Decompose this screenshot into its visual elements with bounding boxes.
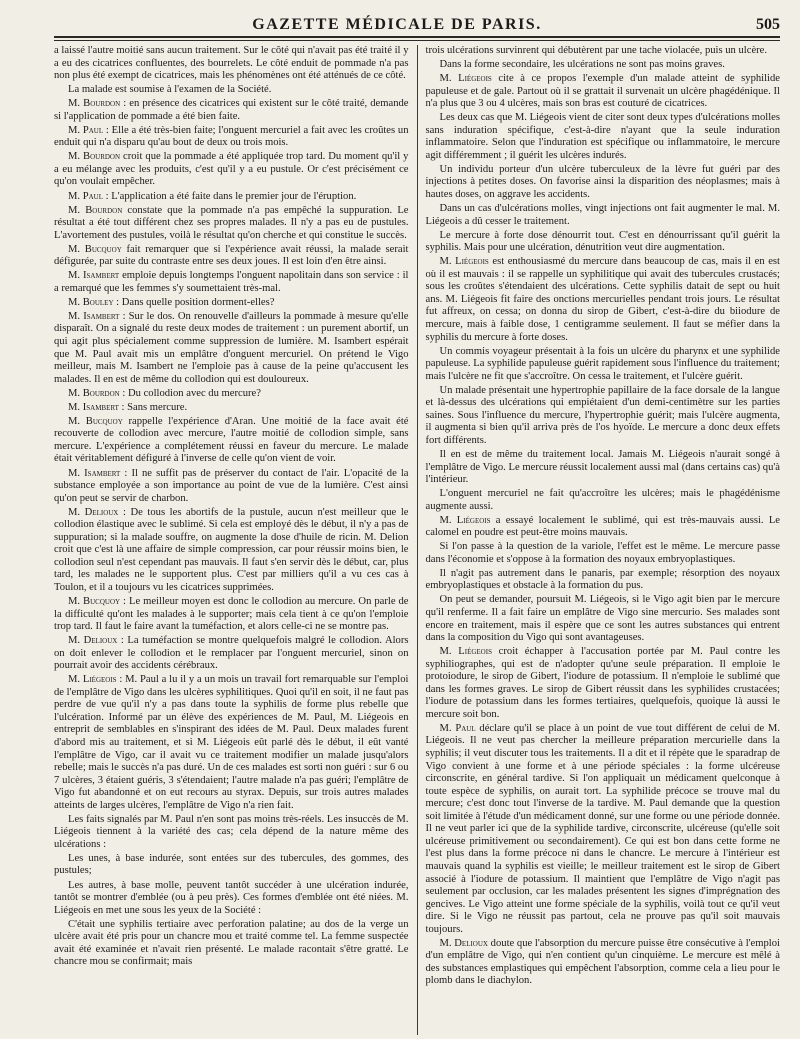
paragraph-text: trois ulcérations survinrent qui débutèrent par une tache violacée, puis un ulcère. — [425, 45, 768, 56]
paragraph-text: Les faits signalés par M. Paul n'en sont pas moins très-réels. Les insuccès de M. Liégeois tiennent à la variété des cas; cela dépend de la nature même des ulcérations : — [54, 813, 409, 850]
paragraph-text: Il en est de même du traitement local. Jamais M. Liégeois n'aurait songé à l'emplâtre de Vigo. Le mercure réussit localement aussi mal (dans certains cas) qu'à l'intérieur. — [425, 448, 780, 486]
paragraph — [54, 880, 409, 918]
paragraph-text: Dans un cas d'ulcérations molles, vingt injections ont fait augmenter le mal. M. Liégeois a dû cesser le traitement. — [425, 203, 780, 227]
paragraph-text: : Le meilleur moyen est donc le collodion au mercure. On parle de la difficulté qu'ont les malades à le supporter; mais cela tient à ce qu'on l'emploie trop tard. Il faut le faire avant la tuméfaction, et alors celle-ci ne se montre pas. — [54, 595, 409, 633]
speaker-name: M. Bucquoy — [68, 595, 121, 607]
speaker-name: M. Paul — [68, 190, 103, 202]
paragraph-text: a essayé localement le sublimé, qui est très-mauvais aussi. Le calomel en poudre est peut-être moins mauvais. — [425, 514, 780, 539]
speaker-name: M. Bourdon — [68, 387, 120, 399]
paragraph — [54, 507, 409, 595]
paragraph-text: fait remarquer que si l'expérience avait réussi, la malade serait défigurée, par suite du contraste entre ses deux joues. Il est loin d'en être ainsi. — [54, 243, 409, 268]
paragraph-text: a laissé l'autre moitié sans aucun traitement. Sur le côté qui n'avait pas été traité il y a eu des cicatrices confluentes, des bourrelets. Le côté enduit de pommade n'a pas non plus été exempt de cicatrices, mais les phénomènes ont été atténués de ce côté. — [54, 45, 409, 82]
paragraph — [426, 59, 781, 72]
paragraph — [54, 45, 409, 83]
speaker-name: M. Bouley — [68, 296, 114, 308]
paragraph-text: Un commis voyageur présentait à la fois un ulcère du pharynx et une syphilide papuleuse. La syphilide papuleuse guérit rapidement sous l'influence du traitement; mais l'ulcère ne fit que s'accroître. On cessa le traitement, et l'ulcère guérit. — [425, 345, 780, 382]
paragraph — [54, 416, 409, 466]
paragraph-text: Un individu porteur d'un ulcère tuberculeux de la lèvre fut guéri par des injections à petites doses. On favorise ainsi la disparition des néoplasmes; mais à hautes doses, on aggrave les accidents. — [425, 163, 780, 201]
paragraph-text: : Du collodion avec du mercure? — [122, 387, 261, 399]
speaker-name: M. Liégeois — [68, 674, 117, 686]
speaker-name: M. Isambert — [68, 270, 120, 282]
paragraph-text: Le mercure à forte dose dénourrit tout. C'est en dénourrissant qu'il guérit la syphilis. Mais pour une ulcération, dénutrition veut dire augmentation. — [425, 229, 780, 254]
paragraph-text: Les deux cas que M. Liégeois vient de citer sont deux types d'ulcérations molles sans induration spécifique, c'est-à-dire n'ayant que la seule induration inflammatoire. Selon que l'induration est spécifique ou inflammatoire, le mercure agit différemment ; il guérit les ulcères indurés. — [425, 112, 780, 161]
paragraph — [54, 311, 409, 386]
paragraph — [426, 594, 781, 644]
speaker-name: M. Bourdon — [68, 151, 121, 163]
paragraph — [54, 814, 409, 852]
paragraph-text: C'était une syphilis tertiaire avec perforation palatine; au dos de la verge un ulcère avait été pris pour un chancre mou et traité comme tel. La femme suspectée avait été examinée et n'avait rien présenté. Le malade racontait s'être gratté. Le chancre mou se confirmait; mais — [54, 918, 409, 968]
speaker-name: M. Paul — [439, 722, 476, 734]
paragraph-text: : Sur le dos. On renouvelle d'ailleurs la pommade à mesure qu'elle disparaît. On a signalé du reste deux modes de traitement : un purement abortif, un qui agit plus spécialement comme suppression de lumière. M. Isambert espérait que M. Paul avait mis un emplâtre d'onguent mercuriel. On prétend le Vigo meilleur, mais M. Isambert ne l'emploie pas à cause de la peine qu'accusent les malades. Il en est de même du collodion qui est douloureux. — [54, 310, 409, 385]
speaker-name: M. Isambert — [68, 310, 120, 322]
paragraph-text: Les unes, à base indurée, sont entées sur des tubercules, des gommes, des pustules; — [54, 852, 409, 877]
paragraph — [54, 596, 409, 634]
paragraph — [426, 203, 781, 228]
paragraph — [426, 385, 781, 448]
paragraph — [54, 191, 409, 204]
paragraph — [426, 723, 781, 936]
paragraph-text: : en présence des cicatrices qui existent sur le côté traité, demande si l'application de pommade a été bien faite. — [54, 98, 409, 122]
paragraph — [54, 151, 409, 189]
paragraph — [54, 98, 409, 123]
speaker-name: M. Liégeois — [439, 256, 489, 268]
paragraph — [426, 164, 781, 202]
paragraph — [426, 541, 781, 566]
paragraph — [426, 449, 781, 487]
paragraph — [426, 73, 781, 111]
paragraph-text: déclare qu'il se place à un point de vue tout différent de celui de M. Liégeois. Il ne veut pas chercher la meilleure préparation mercurielle dans la syphilis; il veut discuter tous les traitements. Il a dit et il répète que le sparadrap de Vigo convient à une forme et à une période spéciales : la forme ulcéreuse circonscrite, en général tardive. Si l'on appliquait un médicament quelconque à toute espèce de syphilis, on aurait tort. La syphilide précoce se trouve mal du mercure; c'est donc tout l'inverse de la tardive. M. Paul demande que la question soit limitée à l'étude d'un médicament donné, sur une forme ou une période donnée. Il ne veut parler ici que de la syphilide tardive, circonscrite, ulcéreuse (qu'elle soit ulcéreuse primitivement ou secondairement). Ce qui est bon dans cette forme ne l'est plus dans la forme précoce ni dans le chancre. Le mercure à l'intérieur est mauvais quand la syphilis est vieille; le meilleur traitement est le sirop de Gibert associé à l'iodure de potassium. Il maintient que l'emplâtre de Vigo n'agit pas seulement par occlusion, car les malades présentent les signes d'imprégnation des gencives. Le Vigo atteint une forme spéciale de la syphilis, voilà tout ce qu'il veut dire. Si le Vigo ne réussit pas partout, cela ne prouve pas qu'il soit mauvais toujours. — [425, 722, 780, 935]
page-number: 505 — [756, 16, 780, 33]
paragraph-text: : Sans mercure. — [121, 401, 188, 413]
paragraph — [426, 488, 781, 513]
paragraph — [426, 568, 781, 593]
paragraph-text: Dans la forme secondaire, les ulcérations ne sont pas moins graves. — [439, 59, 725, 71]
paragraph-text: L'onguent mercuriel ne fait qu'accroître les ulcères; mais le phagédénisme augmente aussi. — [425, 488, 780, 512]
paragraph — [54, 297, 409, 310]
paragraph — [426, 515, 781, 540]
speaker-name: M. Isambert — [68, 401, 119, 413]
right-column — [417, 45, 781, 1035]
paragraph-text: emploie depuis longtemps l'onguent napolitain dans son service : il a remarqué que les femmes s'y soumettaient très-mal. — [54, 270, 409, 294]
paragraph-text: : Il ne suffit pas de préserver du contact de l'air. L'opacité de la substance employée a son importance au point de vue de la lumière. C'est ainsi qu'on peut se servir de charbon. — [54, 467, 409, 504]
page-header — [54, 14, 780, 38]
left-column — [54, 45, 417, 1035]
paragraph-text: : L'application a été faite dans le premier jour de l'éruption. — [105, 190, 357, 202]
paragraph-text: croit que la pommade a été appliquée trop tard. Du moment qu'il y a eu mélange avec les produits, c'est qu'il y a eu pustule. Or c'est précisément ce qu'on voulait empêcher. — [54, 151, 409, 188]
paragraph — [426, 256, 781, 344]
speaker-name: M. Bourdon — [68, 98, 121, 110]
speaker-name: M. Liégeois — [439, 514, 491, 526]
paragraph-text: doute que l'absorption du mercure puisse être consécutive à l'emploi d'un emplâtre de Vigo, qui n'en contient qu'un cinquième. Le mercure est mêlé à des substances emplastiques qui empêchent l'absorption, comme cela a lieu pour le plomb dans le diachylon. — [425, 937, 780, 987]
paragraph-text: On peut se demander, poursuit M. Liégeois, si le Vigo agit bien par le mercure qu'il renferme. Il a fait faire un emplâtre de Vigo sine mercurio. Ses malades sont encore en traitement, mais il espère que ce sont les autres substances qui entrent dans la composition du Vigo qui sont avantageuses. — [425, 594, 780, 644]
paragraph — [54, 205, 409, 243]
paragraph-text: Si l'on passe à la question de la variole, l'effet est le même. Le mercure passe dans l'économie et s'oppose à la formation des noyaux embryoplastiques. — [425, 541, 780, 565]
speaker-name: M. Delioux — [439, 937, 488, 949]
paragraph — [426, 112, 781, 162]
paragraph — [426, 45, 781, 58]
paragraph-text: : M. Paul a lu il y a un mois un travail fort remarquable sur l'emploi de l'emplâtre de Vigo dans les ulcères syphilitiques. Quoi qu'il en soit, il ne faut pas perdre de vue qu'il n'y a pas dans toute la syphilis de forme plus rebelle que l'ulcération. Informé par un élève des expériences de M. Paul, M. Liégeois en entreprit de semblables en s'inspirant des idées de M. Paul. Deux malades furent d'abord mis au traitement, et si M. Liégeois eût parlé dès le début, il eût vanté l'emplâtre de Vigo, car il avait vu ce traitement modifier un malade jusqu'alors rebelle; mais le succès n'a pas duré. Un de ces malades est sorti non guéri : sur 6 ou 7 ulcères, 3 étaient guéris, 3 s'étendaient; l'autre malade n'a pas guéri; l'emplâtre de Vigo fut abandonné et on eut recours au styrax. Depuis, sur trois autres malades atteints de larges ulcères, l'emplâtre de Vigo n'a rien fait. — [54, 674, 409, 811]
paragraph — [54, 674, 409, 812]
paragraph — [54, 388, 409, 401]
speaker-name: M. Bucquoy — [68, 415, 123, 427]
speaker-name: M. Paul — [68, 124, 104, 136]
paragraph — [426, 346, 781, 384]
paragraph-text: : Elle a été très-bien faite; l'onguent mercuriel a fait avec les croûtes un enduit qui n'a disparu qu'au bout de deux ou trois mois. — [54, 124, 409, 149]
paragraph-text: cite à ce propos l'exemple d'un malade atteint de syphilide papuleuse et de gale. Partout où il se grattait il survenait un ulcère phagédénique. Il n'a plus que 3 ou 4 ulcères, mais son bras est couturé de cicatrices. — [425, 73, 780, 110]
paragraph — [54, 84, 409, 97]
header-rule — [54, 40, 780, 41]
paragraph-text: : Dans quelle position dorment-elles? — [116, 296, 275, 308]
paragraph-text: : La tuméfaction se montre quelquefois malgré le collodion. Alors on doit enlever le collodion et le remplacer par l'onguent mercuriel, sinon on pourrait avoir des accidents cérébraux. — [54, 635, 409, 672]
paragraph-text: : De tous les abortifs de la pustule, aucun n'est meilleur que le collodion élastique avec le sublimé. Si cela est employé dès le début, il n'y a pas de suppuration; si la malade souffre, on augmente la dose d'huile de ricin. M. Delion croit que c'est là une affaire de simple compression, car pour réussir moins bien, le collodion seul n'est cependant pas mauvais. Il faut s'en servir dès le début, car, plus tard, les malades ne le supportent plus. C'est par milliers qu'il a vu ces cas à Toulon, et il a toujours vu les cicatrices supprimées. — [54, 506, 409, 593]
paragraph-text: est enthousiasmé du mercure dans beaucoup de cas, mais il en est où il est mauvais : il se rappelle un syphilitique qui avait des tubercules crustacés; sous les croûtes s'étendaient des ulcérations. Cette syphilis datait de sept ou huit ans. M. Liégeois fit faire des onctions mercurielles pendant trois jours. Le résultat fut affreux, on cessa; on donna du sirop de Gibert, c'est-à-dire du biiodure de mercure, mais à faible dose, 1 centigramme seulement. Il faut se méfier dans la syphilis du mercure à forte doses. — [425, 256, 780, 343]
paragraph — [54, 244, 409, 269]
speaker-name: M. Delioux — [68, 635, 118, 647]
paragraph-text: La malade est soumise à l'examen de la Société. — [68, 84, 272, 96]
paragraph — [54, 402, 409, 415]
speaker-name: M. Delioux — [68, 506, 119, 518]
paragraph-text: rappelle l'expérience d'Aran. Une moitié de la face avait été recouverte de collodion avec mercure, l'autre moitié de collodion simple, sans mercure. L'expérience a complétement réussi en faveur du mercure. Le malade était véritablement défiguré à l'inverse de celle qu'on vient de voir. — [54, 415, 409, 465]
article-columns — [54, 45, 780, 1035]
speaker-name: M. Liégeois — [439, 646, 492, 658]
paragraph-text: croit échapper à l'accusation portée par M. Paul contre les syphiliographes, qui est de n'adopter qu'une seule préparation. Il emploie le protoiodure, le sirop de Gibert, l'iodure de potassium. Il n'emploie le sublimé que dans les formes graves. Le sirop de Gibert réussit dans les syphilides crustacées; l'iodure de potassium dans les formes tertiaires, quelquefois, quoique là aussi le mercure soit bon. — [425, 646, 780, 720]
paragraph — [426, 230, 781, 255]
speaker-name: M. Bucquoy — [68, 243, 122, 255]
paragraph — [426, 646, 781, 721]
paragraph — [54, 635, 409, 673]
speaker-name: M. Isambert — [68, 467, 121, 479]
speaker-name: M. Bourdon — [68, 204, 123, 216]
journal-title: GAZETTE MÉDICALE DE PARIS. — [252, 16, 542, 33]
paragraph — [54, 468, 409, 506]
paragraph — [54, 125, 409, 150]
paragraph — [54, 270, 409, 295]
paragraph-text: Un malade présentait une hypertrophie papillaire de la face dorsale de la langue et là-dessus des ulcérations qui empiétaient d'un demi-centimètre sur les parties saines. Sous l'influence du mercure, l'hypertrophie guérit; mais l'ulcère augmenta, il augmenta si bien qu'il arriva près de l'os hyoïde. Le mercure a donc deux effets fort différents. — [425, 384, 780, 446]
paragraph — [54, 853, 409, 878]
paragraph — [426, 938, 781, 988]
paragraph-text: constate que la pommade n'a pas empêché la suppuration. Le résultat a été tout différent chez ses propres malades. Il n'y a pas eu de pustules. L'avortement des pustules, voilà le résultat qu'on cherche et qui constitue le succès. — [54, 204, 409, 241]
paragraph — [54, 919, 409, 969]
speaker-name: M. Liégeois — [439, 73, 492, 85]
paragraph-text: Les autres, à base molle, peuvent tantôt succéder à une ulcération indurée, tantôt se montrer d'emblée (ou à peu près). Ces formes d'emblée ont été niées. M. Liégeois en met une sous les yeux de la Société : — [54, 879, 409, 916]
paragraph-text: Il n'agit pas autrement dans le panaris, par exemple; résorption des noyaux embryoplastiques et obstacle à la formation du pus. — [425, 567, 780, 592]
